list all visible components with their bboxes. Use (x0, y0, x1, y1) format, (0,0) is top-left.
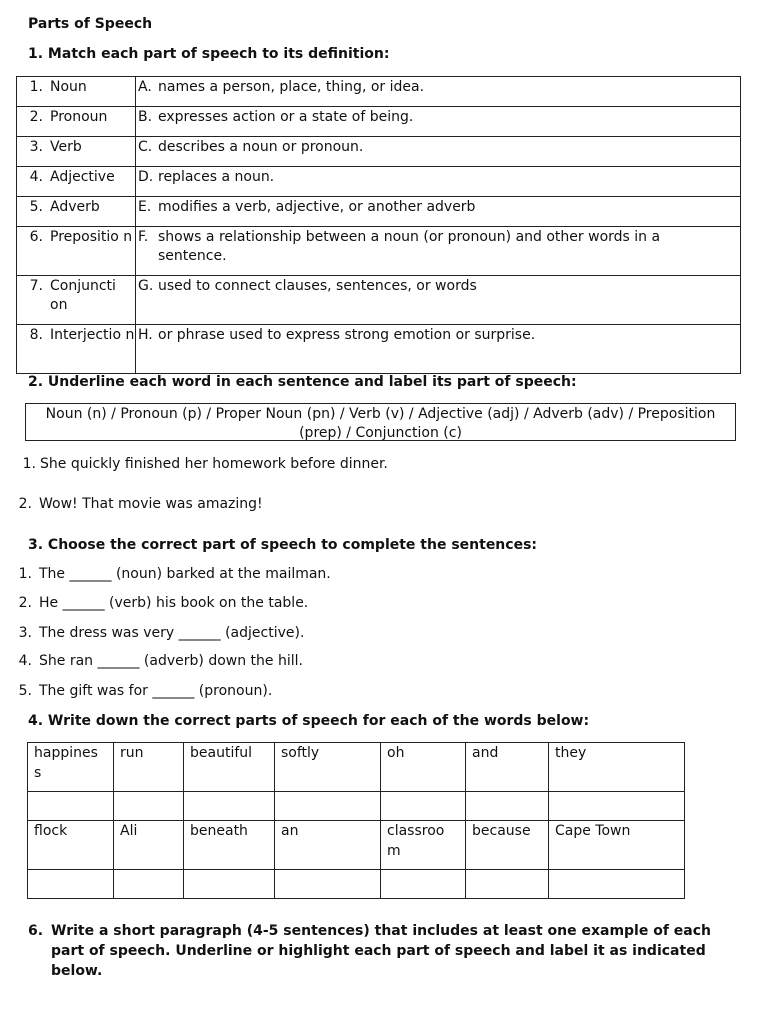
answer-cell[interactable] (275, 792, 381, 821)
match-row (17, 107, 741, 137)
term-number: 4. (29, 169, 43, 185)
answer-row (28, 870, 685, 899)
section6-block (28, 921, 728, 981)
sentence-item (12, 496, 263, 512)
word-row (28, 743, 685, 792)
section3-heading: 3. Choose the correct part of speech to complete the sentences: (28, 537, 538, 553)
match-row (17, 325, 741, 374)
item-text: The dress was very ______ (adjective). (39, 625, 305, 641)
sentence-text: She quickly finished her homework before dinner. (40, 456, 388, 472)
definition-cell (136, 325, 741, 374)
definition-cell (136, 137, 741, 167)
word-cell: they (549, 743, 685, 792)
word-cell: run (114, 743, 184, 792)
word-cell: because (466, 821, 549, 870)
term-number: 7. (29, 278, 43, 294)
word-cell: Ali (114, 821, 184, 870)
definition-text: or phrase used to express strong emotion or surprise. (158, 327, 536, 343)
answer-cell[interactable] (28, 870, 114, 899)
term-number: 1. (29, 79, 43, 95)
definition-letter: E. (138, 199, 152, 215)
definition-text: shows a relationship between a noun (or pronoun) and other words in a sentence. (158, 229, 661, 264)
sentence-number: 1. (22, 456, 36, 472)
term-cell (17, 227, 136, 276)
answer-cell[interactable] (114, 870, 184, 899)
definition-text: modifies a verb, adjective, or another adverb (158, 199, 476, 215)
match-table (16, 76, 741, 374)
term-cell (17, 167, 136, 197)
item-number: 1. (18, 566, 32, 582)
definition-letter: H. (138, 327, 153, 343)
definition-letter: G. (138, 278, 154, 294)
section1-heading: 1. Match each part of speech to its definition: (28, 46, 390, 62)
answer-cell[interactable] (28, 792, 114, 821)
sentence-item (16, 456, 388, 472)
definition-cell (136, 227, 741, 276)
match-row (17, 227, 741, 276)
match-row (17, 77, 741, 107)
answer-cell[interactable] (466, 870, 549, 899)
section6-number: 6. (28, 923, 44, 939)
fill-in-item (12, 625, 304, 641)
answer-cell[interactable] (184, 870, 275, 899)
match-row (17, 137, 741, 167)
fill-in-item (12, 595, 308, 611)
item-number: 3. (18, 625, 32, 641)
definition-text: expresses action or a state of being. (158, 109, 414, 125)
term-number: 6. (29, 229, 43, 245)
word-cell: happines s (28, 743, 114, 792)
answer-cell[interactable] (275, 870, 381, 899)
section4-heading: 4. Write down the correct parts of speech for each of the words below: (28, 713, 590, 729)
section6-heading: Write a short paragraph (4-5 sentences) that includes at least one example of each part of speech. Underline or highlight each part of speech and label it as indicated below. (51, 923, 712, 979)
answer-cell[interactable] (381, 870, 466, 899)
match-row (17, 276, 741, 325)
section2-heading: 2. Underline each word in each sentence and label its part of speech: (28, 374, 577, 390)
word-cell: Cape Town (549, 821, 685, 870)
definition-letter: B. (138, 109, 153, 125)
word-cell: classroo m (381, 821, 466, 870)
fill-in-item (12, 566, 331, 582)
term-label: Pronoun (50, 109, 108, 125)
fill-in-item (12, 683, 272, 699)
word-cell: beautiful (184, 743, 275, 792)
legend-box: Noun (n) / Pronoun (p) / Proper Noun (pn) / Verb (v) / Adjective (adj) / Adverb (adv) / Preposition (prep) / Conjunction (c) (25, 403, 736, 441)
term-cell (17, 107, 136, 137)
answer-cell[interactable] (549, 792, 685, 821)
definition-text: names a person, place, thing, or idea. (158, 79, 425, 95)
term-number: 2. (29, 109, 43, 125)
answer-cell[interactable] (466, 792, 549, 821)
answer-cell[interactable] (549, 870, 685, 899)
definition-cell (136, 107, 741, 137)
term-number: 8. (29, 327, 43, 343)
sentence-text: Wow! That movie was amazing! (39, 496, 263, 512)
answer-cell[interactable] (184, 792, 275, 821)
definition-letter: D. (138, 169, 154, 185)
sentence-number: 2. (18, 496, 32, 512)
item-text: She ran ______ (adverb) down the hill. (39, 653, 303, 669)
definition-cell (136, 167, 741, 197)
fill-in-item (12, 653, 303, 669)
definition-letter: F. (138, 229, 149, 245)
answer-cell[interactable] (381, 792, 466, 821)
word-cell: softly (275, 743, 381, 792)
answer-cell[interactable] (114, 792, 184, 821)
item-text: The gift was for ______ (pronoun). (39, 683, 273, 699)
term-label: Prepositio n (50, 229, 133, 245)
definition-letter: A. (138, 79, 152, 95)
word-cell: an (275, 821, 381, 870)
definition-cell (136, 276, 741, 325)
term-label: Noun (50, 79, 87, 95)
item-number: 5. (18, 683, 32, 699)
definition-text: describes a noun or pronoun. (158, 139, 364, 155)
term-cell (17, 325, 136, 374)
term-label: Adverb (50, 199, 100, 215)
term-cell (17, 276, 136, 325)
definition-letter: C. (138, 139, 153, 155)
item-number: 4. (18, 653, 32, 669)
term-label: Adjective (50, 169, 115, 185)
word-cell: flock (28, 821, 114, 870)
term-number: 3. (29, 139, 43, 155)
item-text: The ______ (noun) barked at the mailman. (39, 566, 331, 582)
match-row (17, 197, 741, 227)
definition-cell (136, 77, 741, 107)
term-cell (17, 77, 136, 107)
match-row (17, 167, 741, 197)
term-label: Verb (50, 139, 82, 155)
word-cell: and (466, 743, 549, 792)
page-title: Parts of Speech (28, 16, 153, 32)
term-cell (17, 137, 136, 167)
word-cell: oh (381, 743, 466, 792)
item-number: 2. (18, 595, 32, 611)
term-cell (17, 197, 136, 227)
word-row (28, 821, 685, 870)
answer-row (28, 792, 685, 821)
words-table (27, 742, 685, 899)
item-text: He ______ (verb) his book on the table. (39, 595, 309, 611)
definition-cell (136, 197, 741, 227)
term-number: 5. (29, 199, 43, 215)
word-cell: beneath (184, 821, 275, 870)
definition-text: used to connect clauses, sentences, or words (158, 278, 477, 294)
term-label: Conjuncti on (50, 278, 116, 313)
definition-text: replaces a noun. (158, 169, 275, 185)
term-label: Interjectio n (50, 327, 135, 343)
